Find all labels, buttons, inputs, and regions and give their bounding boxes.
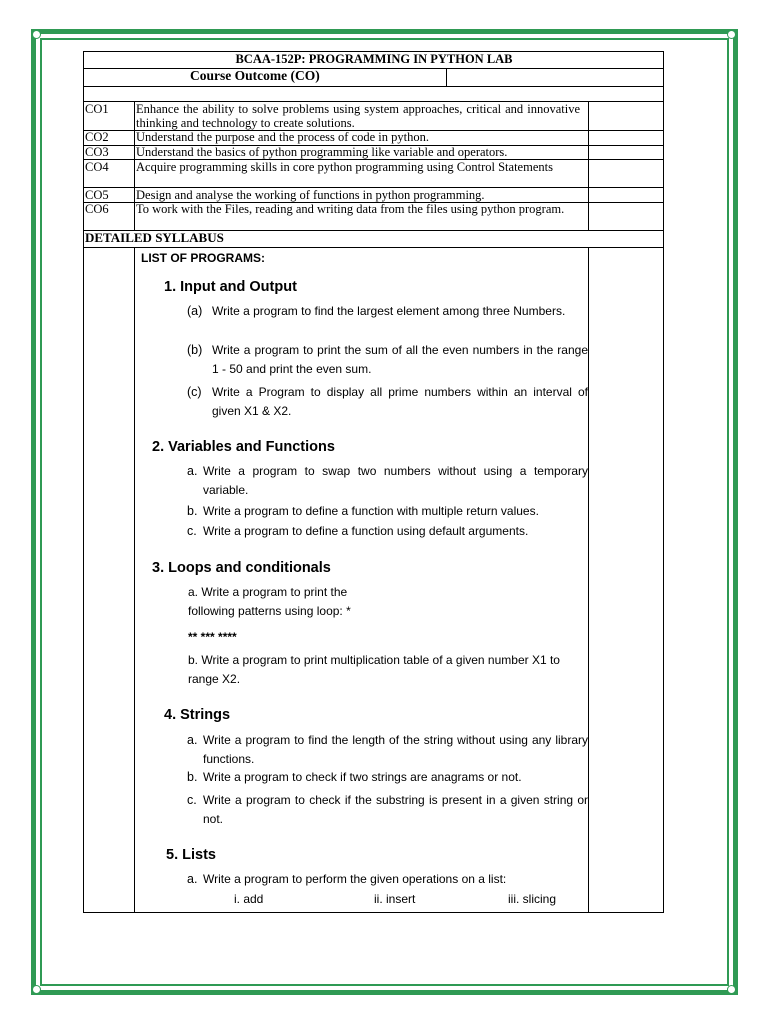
item-label: (a) [187, 304, 203, 318]
co2-code: CO2 [85, 130, 109, 144]
item-label: a. [187, 733, 198, 747]
item-label: c. [187, 524, 197, 538]
detailed-syllabus-heading: DETAILED SYLLABUS [85, 230, 224, 245]
item-label: a. [187, 872, 198, 886]
program-item: Write a program to perform the given operations on a list: [203, 872, 507, 886]
program-item: Write a program to check if two strings are anagrams or not. [203, 770, 522, 784]
program-item: Write a program to define a function using default arguments. [203, 524, 529, 538]
co2-description: Understand the purpose and the process of code in python. [136, 130, 429, 144]
program-item: a. Write a program to print the following patterns using loop: * [188, 585, 351, 618]
program-item: Write a program to print the sum of all the even numbers in the range 1 - 50 and print the even sum. [212, 343, 588, 376]
list-op-add: i. add [234, 892, 264, 906]
program-item: Write a program to define a function with multiple return values. [203, 504, 539, 518]
section-input-output-title: 1. Input and Output [164, 279, 297, 295]
program-item: Write a program to swap two numbers without using a temporary variable. [203, 464, 588, 497]
item-label: b. [187, 504, 198, 518]
corner-ornament-bottom-right [727, 985, 736, 994]
corner-ornament-top-right [727, 30, 736, 39]
program-item: Write a program to find the length of the string without using any library functions. [203, 733, 588, 766]
corner-ornament-bottom-left [32, 985, 41, 994]
corner-ornament-top-left [32, 30, 41, 39]
section-strings-title: 4. Strings [164, 707, 231, 723]
co6-description: To work with the Files, reading and writing data from the files using python program. [136, 202, 565, 216]
course-outcome-heading: Course Outcome (CO) [190, 68, 320, 83]
co1-code: CO1 [85, 102, 109, 116]
program-item: Write a program to check if the substring is present in a given string or not. [203, 793, 588, 826]
list-op-slicing: iii. slicing [508, 892, 557, 906]
co3-description: Understand the basics of python programming like variable and operators. [136, 145, 508, 159]
item-label: a. [187, 464, 198, 478]
item-label: c. [187, 793, 197, 807]
item-label: (b) [187, 343, 203, 357]
program-item: Write a program to find the largest element among three Numbers. [212, 304, 566, 318]
program-item: Write a Program to display all prime numbers within an interval of given X1 & X2. [212, 385, 588, 418]
co5-description: Design and analyse the working of functions in python programming. [136, 188, 485, 202]
co3-code: CO3 [85, 145, 109, 159]
co5-code: CO5 [85, 188, 109, 202]
section-lists-title: 5. Lists [166, 847, 216, 863]
list-of-programs-heading: LIST OF PROGRAMS: [141, 251, 265, 265]
co6-code: CO6 [85, 202, 109, 216]
section-loops-conditionals-title: 3. Loops and conditionals [152, 560, 331, 576]
co1-description: Enhance the ability to solve problems using system approaches, critical and innovative thinking and technology to create solutions. [136, 102, 580, 130]
item-label: b. [187, 770, 198, 784]
co4-code: CO4 [85, 160, 109, 174]
section-variables-functions-title: 2. Variables and Functions [152, 439, 335, 455]
page-title: BCAA-152P: PROGRAMMING IN PYTHON LAB [235, 52, 513, 66]
co4-description: Acquire programming skills in core python programming using Control Statements [136, 160, 553, 174]
program-item: b. Write a program to print multiplication table of a given number X1 to range X2. [188, 653, 560, 686]
pattern-line: ** *** **** [188, 630, 237, 644]
item-label: (c) [187, 385, 202, 399]
list-op-insert: ii. insert [374, 892, 416, 906]
